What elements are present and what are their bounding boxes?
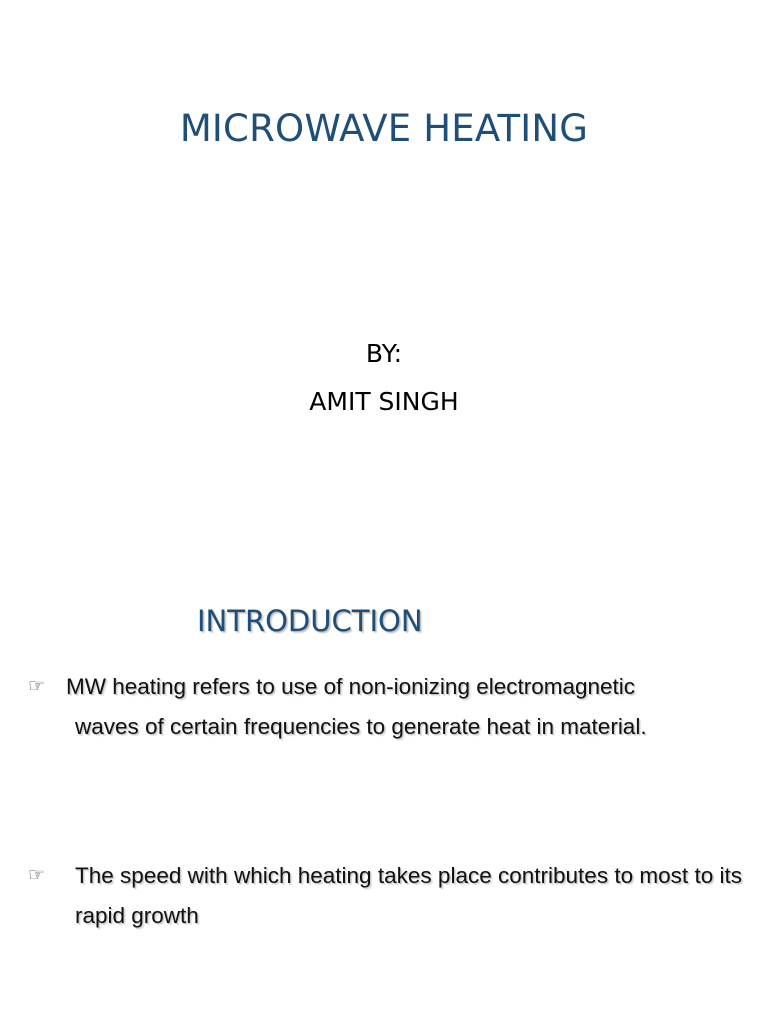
bullet-text: The speed with which heating takes place contributes to most to its rapid growth — [75, 863, 742, 928]
bullet-text — [28, 667, 742, 747]
presentation-title: MICROWAVE HEATING — [179, 107, 589, 150]
author-name: AMIT SINGH — [309, 387, 459, 416]
bullet-line: MW heating refers to use of non-ionizing electromagnetic — [66, 674, 636, 699]
list-item — [28, 667, 742, 747]
pointing-hand-icon: ☞ — [28, 676, 46, 697]
pointing-hand-icon: ☞ — [28, 865, 46, 886]
byline-label: BY: — [365, 339, 403, 368]
section-heading-introduction: INTRODUCTION — [197, 604, 423, 638]
bullet-line: waves of certain frequencies to generate heat in material. — [75, 714, 647, 739]
list-item — [28, 856, 742, 936]
